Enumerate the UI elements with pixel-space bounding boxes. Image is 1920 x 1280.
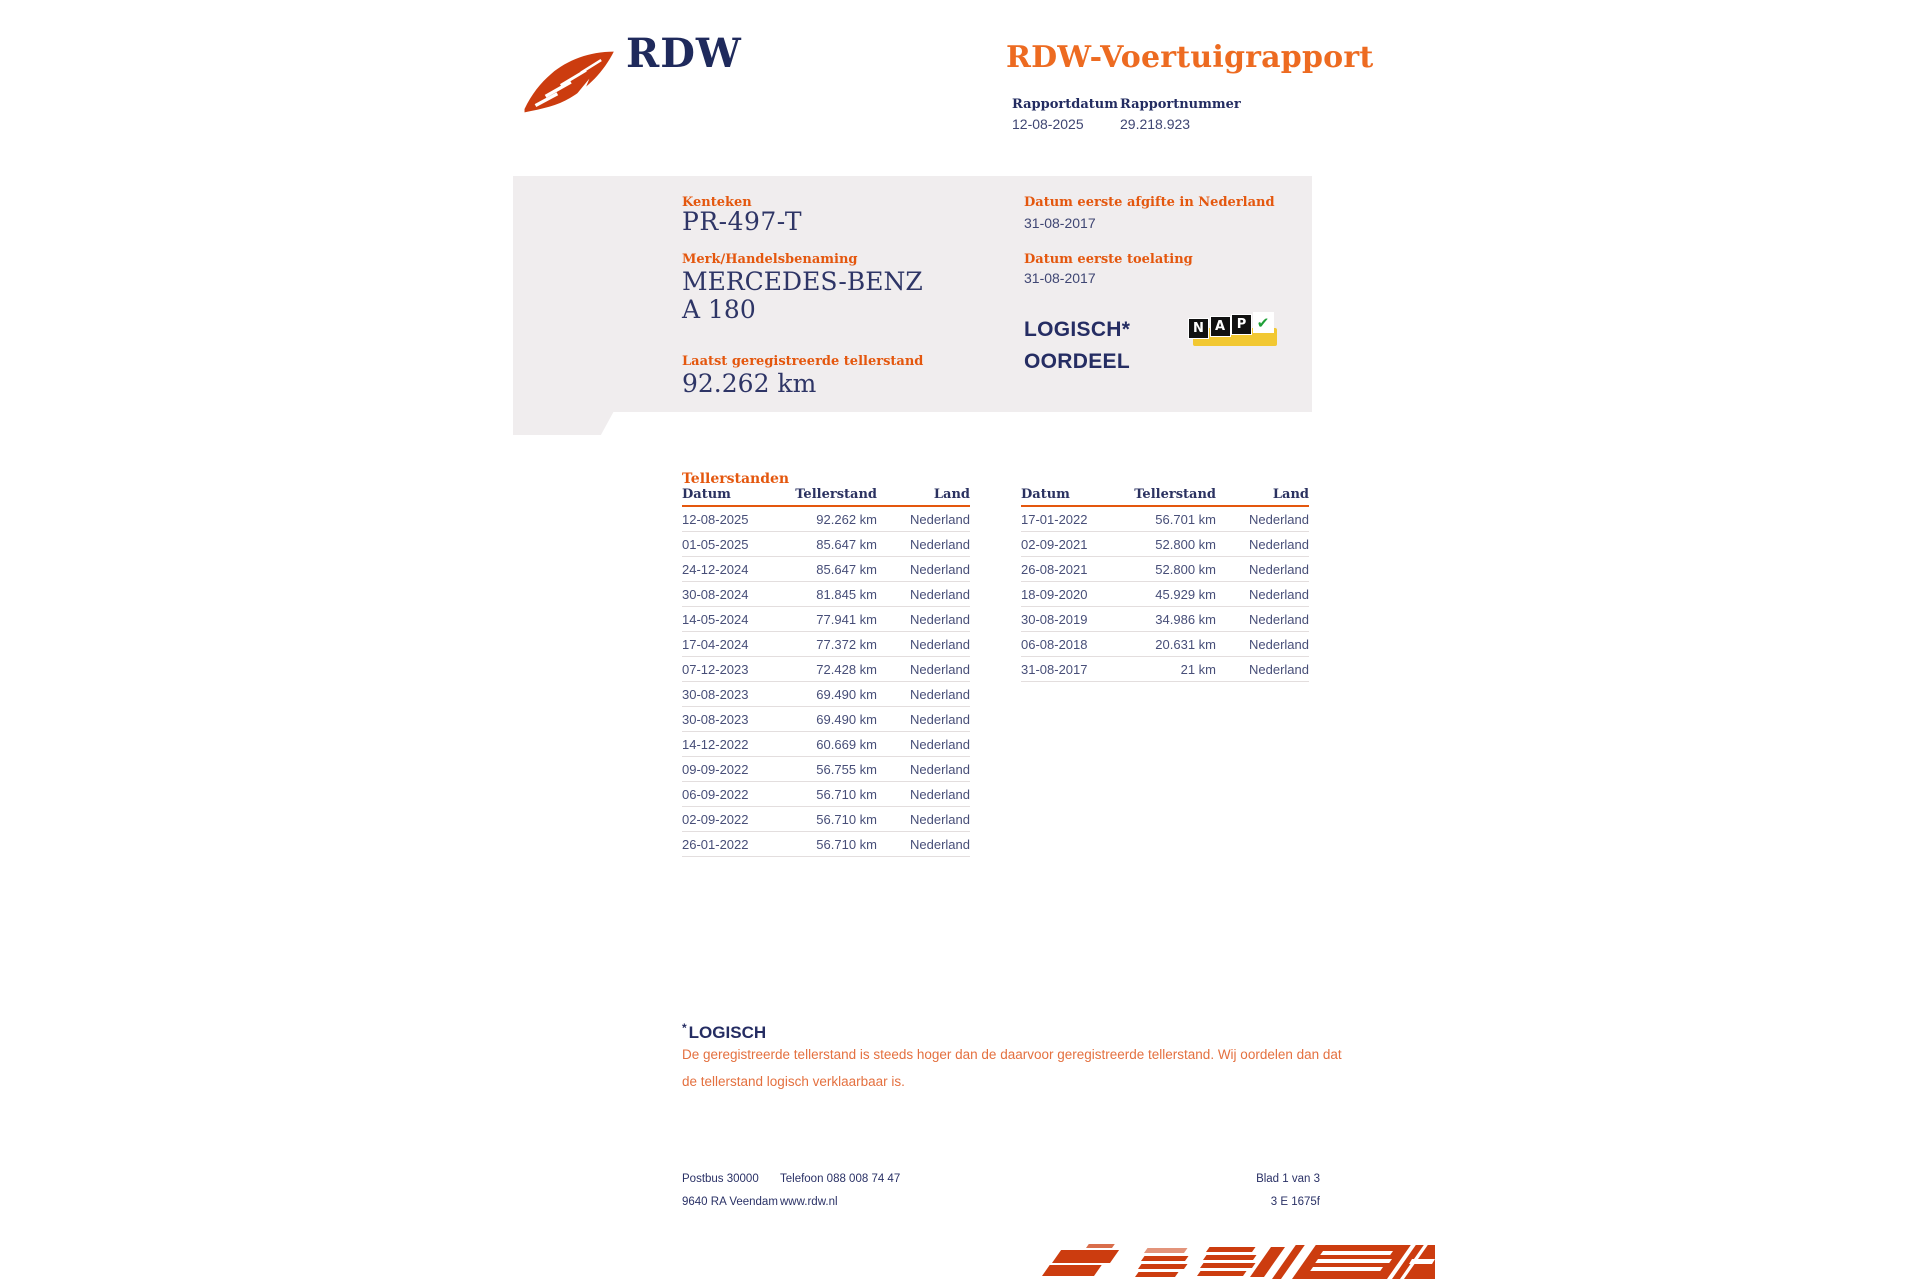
oordeel-line2: OORDEEL: [1024, 350, 1130, 373]
table-header: [682, 487, 970, 507]
table-row: [682, 707, 970, 732]
col-header-land: Land: [933, 487, 970, 502]
cell-datum: 02-09-2021: [1021, 536, 1088, 552]
table-row: [682, 807, 970, 832]
cell-tellerstand: 56.710 km: [816, 811, 877, 827]
col-header-tellerstand: Tellerstand: [1134, 487, 1216, 502]
cell-datum: 07-12-2023: [682, 661, 749, 677]
cell-land: Nederland: [1249, 661, 1309, 677]
table-row: [682, 682, 970, 707]
col-header-land: Land: [1272, 487, 1309, 502]
cell-tellerstand: 85.647 km: [816, 561, 877, 577]
rdw-stripe-pattern-graphic: [1040, 1243, 1435, 1280]
table-row: [1021, 582, 1309, 607]
nap-letter-tile: A: [1210, 316, 1231, 337]
cell-tellerstand: 69.490 km: [816, 711, 877, 727]
cell-land: Nederland: [910, 611, 970, 627]
cell-tellerstand: 77.941 km: [816, 611, 877, 627]
report-date-value: 12-08-2025: [1012, 116, 1084, 132]
oordeel-line1: LOGISCH*: [1024, 318, 1131, 341]
tellerstanden-table-left: [682, 487, 970, 857]
footer-address-line1: Postbus 30000: [682, 1173, 759, 1185]
table-row: [1021, 557, 1309, 582]
footnote-asterisk: *: [682, 1021, 687, 1035]
cell-land: Nederland: [910, 636, 970, 652]
cell-datum: 31-08-2017: [1021, 661, 1088, 677]
table-header: [1021, 487, 1309, 507]
tellerstand-value: 92.262 km: [682, 369, 817, 398]
document-title: RDW-Voertuigrapport: [1006, 40, 1374, 75]
table-row: [1021, 632, 1309, 657]
kenteken-label: Kenteken: [682, 195, 752, 210]
cell-land: Nederland: [910, 561, 970, 577]
cell-land: Nederland: [910, 811, 970, 827]
footnote-body: De geregistreerde tellerstand is steeds hoger dan de daarvoor geregistreerde tellerstand. Wij oordelen dan dat de tellerstand logisch verklaarbaar is.: [682, 1047, 1342, 1089]
footer-phone: Telefoon 088 008 74 47: [780, 1173, 901, 1185]
cell-tellerstand: 69.490 km: [816, 686, 877, 702]
table-row: [682, 757, 970, 782]
table-row: [682, 657, 970, 682]
cell-datum: 30-08-2023: [682, 711, 749, 727]
vehicle-summary-panel: [513, 176, 1312, 412]
cell-datum: 12-08-2025: [682, 511, 749, 527]
cell-land: Nederland: [910, 836, 970, 852]
nap-logo: [1188, 312, 1280, 348]
afgifte-label: Datum eerste afgifte in Nederland: [1024, 195, 1275, 210]
cell-datum: 30-08-2019: [1021, 611, 1088, 627]
cell-datum: 26-08-2021: [1021, 561, 1088, 577]
cell-tellerstand: 45.929 km: [1155, 586, 1216, 602]
cell-tellerstand: 56.755 km: [816, 761, 877, 777]
cell-datum: 30-08-2023: [682, 686, 749, 702]
toelating-label: Datum eerste toelating: [1024, 252, 1193, 267]
afgifte-value: 31-08-2017: [1024, 215, 1096, 231]
cell-datum: 06-08-2018: [1021, 636, 1088, 652]
nap-letter-tile: P: [1231, 314, 1252, 335]
merk-value: MERCEDES-BENZ A 180: [682, 267, 923, 324]
footnote-title: [682, 1021, 766, 1043]
nap-letter-tile: N: [1188, 318, 1209, 339]
col-header-datum: Datum: [1021, 487, 1070, 502]
cell-land: Nederland: [910, 686, 970, 702]
merk-label: Merk/Handelsbenaming: [682, 252, 858, 267]
cell-tellerstand: 77.372 km: [816, 636, 877, 652]
cell-tellerstand: 56.701 km: [1155, 511, 1216, 527]
cell-datum: 01-05-2025: [682, 536, 749, 552]
table-row: [1021, 532, 1309, 557]
cell-tellerstand: 56.710 km: [816, 836, 877, 852]
nap-checkmark-icon: ✔: [1253, 312, 1274, 333]
table-row: [1021, 507, 1309, 532]
table-row: [1021, 607, 1309, 632]
col-header-datum: Datum: [682, 487, 731, 502]
cell-land: Nederland: [910, 586, 970, 602]
tellerstand-label: Laatst geregistreerde tellerstand: [682, 354, 924, 369]
rdw-feather-logo-icon: [522, 50, 618, 114]
footer-website: www.rdw.nl: [780, 1196, 838, 1208]
footer-page-indicator: Blad 1 van 3: [1256, 1173, 1320, 1185]
cell-datum: 06-09-2022: [682, 786, 749, 802]
cell-land: Nederland: [910, 761, 970, 777]
table-row: [1021, 657, 1309, 682]
footer-address-line2: 9640 RA Veendam: [682, 1196, 778, 1208]
cell-land: Nederland: [1249, 561, 1309, 577]
report-number-value: 29.218.923: [1120, 116, 1191, 132]
cell-land: Nederland: [910, 786, 970, 802]
cell-land: Nederland: [910, 736, 970, 752]
cell-land: Nederland: [1249, 586, 1309, 602]
cell-datum: 14-05-2024: [682, 611, 749, 627]
cell-tellerstand: 60.669 km: [816, 736, 877, 752]
cell-tellerstand: 92.262 km: [816, 511, 877, 527]
cell-tellerstand: 72.428 km: [816, 661, 877, 677]
cell-datum: 02-09-2022: [682, 811, 749, 827]
cell-tellerstand: 21 km: [1180, 661, 1216, 677]
table-row: [682, 607, 970, 632]
panel-corner-tab: [513, 411, 614, 435]
table-row: [682, 532, 970, 557]
cell-land: Nederland: [1249, 611, 1309, 627]
cell-tellerstand: 52.800 km: [1155, 536, 1216, 552]
table-row: [682, 557, 970, 582]
cell-land: Nederland: [1249, 636, 1309, 652]
cell-land: Nederland: [910, 536, 970, 552]
col-header-tellerstand: Tellerstand: [795, 487, 877, 502]
cell-datum: 18-09-2020: [1021, 586, 1088, 602]
cell-tellerstand: 20.631 km: [1155, 636, 1216, 652]
tellerstanden-section-title: Tellerstanden: [682, 471, 790, 487]
tellerstanden-table-right: [1021, 487, 1309, 682]
cell-tellerstand: 34.986 km: [1155, 611, 1216, 627]
cell-tellerstand: 81.845 km: [816, 586, 877, 602]
cell-land: Nederland: [1249, 511, 1309, 527]
table-row: [682, 732, 970, 757]
footnote-title-text: LOGISCH: [688, 1023, 767, 1042]
kenteken-value: PR-497-T: [682, 207, 803, 236]
cell-tellerstand: 56.710 km: [816, 786, 877, 802]
cell-datum: 30-08-2024: [682, 586, 749, 602]
brand-wordmark: RDW: [626, 30, 742, 77]
cell-tellerstand: 52.800 km: [1155, 561, 1216, 577]
cell-land: Nederland: [1249, 536, 1309, 552]
table-row: [682, 582, 970, 607]
toelating-value: 31-08-2017: [1024, 270, 1096, 286]
cell-datum: 09-09-2022: [682, 761, 749, 777]
cell-datum: 17-04-2024: [682, 636, 749, 652]
report-date-label: Rapportdatum: [1012, 97, 1118, 112]
table-row: [682, 507, 970, 532]
report-number-label: Rapportnummer: [1120, 97, 1241, 112]
cell-datum: 24-12-2024: [682, 561, 749, 577]
cell-land: Nederland: [910, 511, 970, 527]
table-row: [682, 632, 970, 657]
oordeel-text: [1024, 314, 1130, 378]
cell-land: Nederland: [910, 661, 970, 677]
cell-datum: 17-01-2022: [1021, 511, 1088, 527]
table-row: [682, 832, 970, 857]
table-row: [682, 782, 970, 807]
cell-datum: 26-01-2022: [682, 836, 749, 852]
cell-datum: 14-12-2022: [682, 736, 749, 752]
cell-tellerstand: 85.647 km: [816, 536, 877, 552]
footer-form-code: 3 E 1675f: [1270, 1196, 1320, 1208]
cell-land: Nederland: [910, 711, 970, 727]
